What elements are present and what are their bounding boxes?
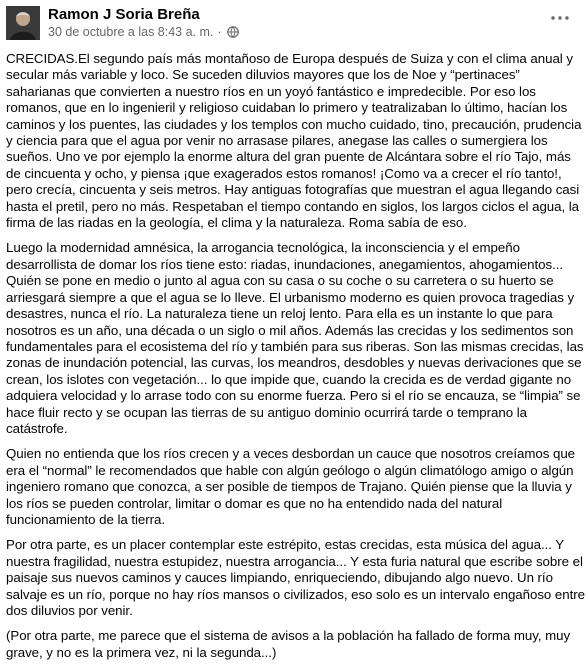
post-header	[0, 0, 588, 44]
ellipsis-icon	[551, 16, 569, 20]
post-paragraph-1: CRECIDAS.El segundo país más montañoso de Europa después de Suiza y con el clima anual y secular más variable y loco. Se suceden diluvios mayores que los de Noe y “pertinaces” saharianas que convierten a nuestro ríos en un yoyó fantástico e impredecible. Por eso los romanos, que en lo ingenieril y religioso cuidaban lo primero y teatralizaban lo último, hacían los caminos y los puentes, las ciudades y los templos con mucho cuidado, tino, precaución, prudencia y ciencia para que el agua por venir no arrasase pilares, anegase las calles o sumergiera los sueños. Uno ve por ejemplo la enorme altura del gran puente de Alcántara sobre el río Tajo, más de cincuenta y ocho, y piensa ¡que exagerados estos romanos! ¡Como va a crecer el río tanto!, pero crecía, cincuenta y seis metros. Hay antiguas fotografías que muestran el agua llegando casi hasta el pretil, pero no más. Respetaban el tiempo contando en siglos, los largos ciclos el agua, la firma de las riadas en la geología, el clima y la naturaleza. Roma sabía de eso.	[6, 51, 582, 231]
post-paragraph-2: Luego la modernidad amnésica, la arrogancia tecnológica, la inconsciencia y el empeño desarrollista de domar los ríos tiene esto: riadas, inundaciones, anegamientos, ahogamientos... Quién se pone en medio o junto al agua con su casa o su coche o su carretera o su huerto se arriesgará siempre a que el agua se lo lleve. El urbanismo moderno es quien provoca tragedias y desastres, nunca el río. La naturaleza tiene un reloj lento. Para ella es un instante lo que para nosotros es un año, una década o un siglo o mil años. Además las crecidas y los sedimentos son fundamentales para el ecosistema del río y también para sus riberas. Son las mismas crecidas, las zonas de inundación potencial, las curvas, los meandros, desdobles y nuevas derivaciones que se crean, los islotes con vegetación... lo que impide que, cuando la crecida es de verdad gigante no adquiera velocidad y lo arrase todo con su enorme fuerza. Pero si el río se encauza, se “limpia” se hace fluir recto y se ocupan las tierras de su antiguo dominio ocurrirá tarde o temprano la catástrofe.	[6, 240, 584, 436]
author-name[interactable]: Ramon J Soria Breña	[48, 6, 200, 23]
post-paragraph-4: Por otra parte, es un placer contemplar este estrépito, estas crecidas, esta música del agua... Y nuestra fragilidad, nuestra estupidez, nuestra arrogancia... Y esta furia natural que escribe sobre el paisaje sus nuevos caminos y cauces limpiando, enriqueciendo, dibujando algo nuevo. Un río salvaje es un río, porque no hay ríos mansos o civilizados, eso solo es un intervalo engañoso entre dos diluvios por venir.	[6, 537, 585, 618]
post-paragraph-5: (Por otra parte, me parece que el sistema de avisos a la población ha fallado de forma muy, muy grave, y no es la primera vez, ni la segunda...)	[6, 628, 571, 660]
globe-icon	[227, 26, 239, 38]
post-date[interactable]: 30 de octubre a las 8:43 a. m.	[48, 25, 214, 39]
more-options-icon[interactable]	[546, 8, 574, 28]
avatar-photo	[6, 6, 40, 40]
post-body	[6, 51, 585, 670]
author-avatar[interactable]	[6, 6, 40, 40]
post-meta	[48, 25, 239, 39]
post-paragraph-3: Quien no entienda que los ríos crecen y a veces desbordan un cauce que nosotros creíamos que era el “normal” le recomendados que hable con algún geólogo o algún climatólogo amigo o algún ingeniero romano que conozca, a ser posible de tiempos de Trajano. Quién piense que la lluvia y los ríos se pueden controlar, limitar o domar es que no ha entendido nada del natural funcionamiento de la tierra.	[6, 446, 576, 527]
separator-dot: ·	[217, 25, 222, 39]
